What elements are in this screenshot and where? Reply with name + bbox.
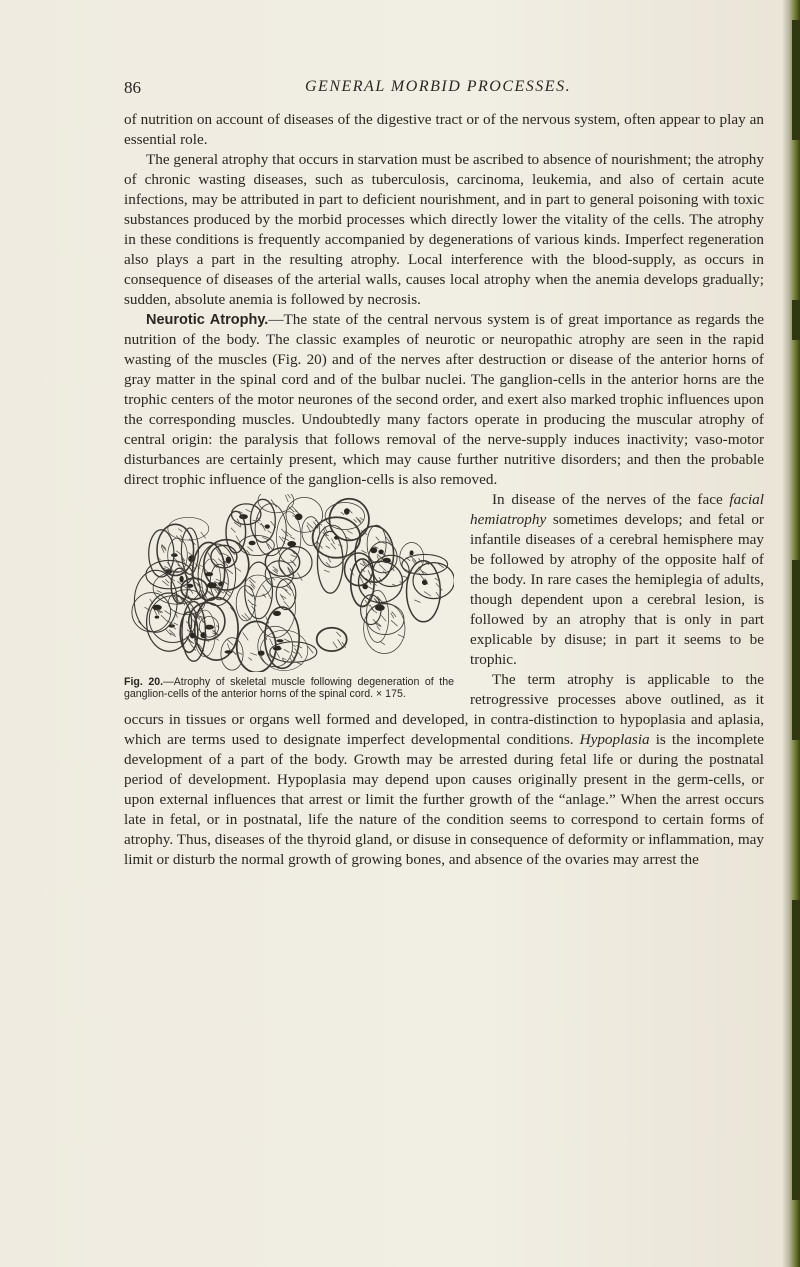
hatch-stroke — [167, 562, 171, 568]
hatch-stroke — [231, 528, 236, 533]
hatch-stroke — [308, 646, 314, 653]
hatch-stroke — [238, 652, 243, 654]
muscle-fibre — [245, 575, 272, 596]
figure-20 — [124, 494, 454, 700]
hatch-stroke — [227, 569, 233, 574]
nucleus — [277, 639, 284, 642]
hatch-stroke — [333, 642, 338, 649]
hatch-stroke — [376, 537, 379, 541]
paragraph: In disease of the nerves of the face facial hemiatrophy sometimes develops; and fetal or infantile diseases of a cerebral hemisphere may be followed by atrophy of the opposite half of the body. In rare cases the hemiplegia of adults, though dependent upon a cerebral lesion, is followed by an atrophy that is only in part explicable by disuse; in part it seems to be trophic. — [470, 491, 764, 668]
hatch-stroke — [236, 568, 241, 572]
hatch-stroke — [326, 546, 330, 548]
hatch-stroke — [236, 536, 240, 543]
figure-label: Fig. 20. — [124, 676, 164, 688]
muscle-fibre — [355, 526, 394, 582]
body-text — [124, 110, 764, 870]
hatch-stroke — [290, 537, 295, 540]
term-facial-hemiatrophy: facial hemiatrophy — [470, 491, 764, 528]
hatch-stroke — [347, 531, 352, 534]
muscle-fibre — [276, 579, 296, 610]
hatch-stroke — [227, 640, 233, 645]
hatch-stroke — [279, 536, 285, 544]
nucleus — [180, 576, 184, 583]
hatch-stroke — [268, 531, 272, 534]
hatch-stroke — [164, 611, 171, 615]
muscle-fibre — [195, 598, 238, 661]
nucleus — [155, 616, 160, 619]
nucleus — [226, 556, 231, 563]
hatch-stroke — [391, 620, 398, 626]
hatch-stroke — [273, 570, 278, 574]
muscle-fibre — [367, 525, 386, 563]
hatch-stroke — [248, 658, 252, 661]
nucleus — [410, 550, 414, 555]
hatch-stroke — [216, 579, 223, 582]
muscle-fibre — [182, 602, 205, 662]
hatch-stroke — [332, 538, 335, 544]
nucleus — [344, 508, 350, 514]
hatch-stroke — [324, 570, 330, 572]
hatch-stroke — [267, 591, 271, 599]
hatch-stroke — [338, 639, 343, 646]
hatch-stroke — [414, 600, 420, 603]
muscle-fibre — [132, 593, 171, 632]
muscle-fibre — [359, 561, 403, 602]
muscle-fibre — [221, 638, 243, 670]
hatch-stroke — [263, 585, 268, 592]
hatch-stroke — [398, 635, 405, 638]
hatch-stroke — [276, 651, 280, 658]
hatch-stroke — [298, 652, 302, 658]
hatch-stroke — [380, 641, 385, 645]
muscle-fibre — [258, 494, 294, 513]
hatch-stroke — [377, 626, 380, 630]
hatch-stroke — [282, 588, 288, 591]
hatch-stroke — [341, 512, 345, 515]
nucleus — [378, 550, 383, 555]
hatch-stroke — [286, 494, 290, 498]
muscle-fibre — [171, 568, 187, 603]
paragraph: The general atrophy that occurs in starvation must be ascribed to absence of nourishment; the atrophy of chronic wasting diseases, such as tuberculosis, carcinoma, leukemia, and also of certain acute infections, may be attributed in part to deficient nourishment, and in part to general poisoning with toxic substances produced by the morbid processes which directly lower the vitality of the cells. The atrophy in these conditions is frequently accompanied by degenerations of various kinds. Imperfect regeneration also plays a part in the resulting atrophy. Local interference with the blood-supply, as occurs in consequence of diseases of the arterial walls, causes local atrophy when the anemia develops gradually; sudden, absolute anemia is followed by necrosis. — [124, 151, 764, 308]
nucleus — [225, 650, 233, 653]
muscle-fibre — [407, 561, 441, 622]
paragraph: of nutrition on account of diseases of the digestive tract or of the nervous system, often appear to play an essential role. — [124, 111, 764, 148]
hatch-stroke — [165, 629, 171, 636]
hatch-stroke — [138, 621, 144, 627]
paragraph: The term atrophy is applicable to the retrogressive processes above outlined, as it occurs in tissues or organs well formed and developed, in contra-distinction to hypoplasia and aplasia, which are terms used to designate imperfect developmental conditions. Hypoplasia is the incomplete development of a part of the body. Growth may be arrested during fetal life or during the postnatal period of development. Hypoplasia may depend upon causes originally present in the germ-cells, or upon external influences that arrest or limit the further growth of the “anlage.” When the arrest occurs late in fetal, or in postnatal, life the nature of the condition seems to correspond to certain forms of atrophy. Thus, diseases of the thyroid gland, or disuse in consequence of deformity or inflammation, may limit or disturb the normal growth of growing bones, and absence of the ovaries may arrest the — [124, 671, 764, 868]
hatch-stroke — [360, 518, 363, 521]
hatch-stroke — [165, 579, 169, 583]
hatch-stroke — [331, 543, 336, 549]
hatch-stroke — [381, 615, 386, 621]
nucleus — [370, 547, 377, 553]
muscle-fibre — [317, 628, 347, 651]
muscle-fibre — [237, 621, 276, 672]
hatch-stroke — [178, 529, 182, 532]
muscle-fibre — [149, 530, 174, 577]
hatch-stroke — [161, 615, 168, 622]
hatch-stroke — [157, 590, 162, 592]
hatch-stroke — [285, 495, 288, 502]
nucleus — [249, 541, 256, 546]
nucleus — [190, 633, 195, 639]
hatch-stroke — [250, 653, 257, 656]
hatch-stroke — [248, 600, 253, 605]
hatch-stroke — [424, 592, 431, 596]
hatch-stroke — [379, 564, 386, 571]
hatch-stroke — [243, 633, 249, 641]
hatch-stroke — [174, 623, 179, 626]
muscle-fibre — [367, 604, 404, 635]
page-number: 86 — [124, 78, 141, 97]
term-hypoplasia: Hypoplasia — [579, 731, 650, 748]
page-edge — [782, 0, 800, 1267]
hatch-stroke — [285, 590, 291, 596]
nucleus — [207, 582, 217, 588]
figure-caption-text: —Atrophy of skeletal muscle following degeneration of the ganglion-cells of the anterior horns of the spinal cord. × 175. — [124, 676, 454, 700]
hatch-stroke — [249, 577, 255, 583]
muscle-fibre — [134, 570, 177, 632]
muscle-micrograph — [124, 494, 454, 672]
hatch-stroke — [284, 649, 290, 652]
hatch-stroke — [354, 519, 357, 522]
nucleus — [205, 572, 213, 576]
muscle-fibre — [317, 531, 343, 593]
paragraph-text: —The state of the central nervous system is of great importance as regards the nutrition of the body. The classic examples of neurotic or neuropathic atrophy are seen in the rapid wasting of the muscles (Fig. 20) and of the nerves after destruction or disease of the anterior horns of gray matter in the spinal cord and of the bulbar nuclei. The ganglion-cells in the anterior horns are the trophic centers of the motor neurones of the second order, and exert also marked trophic influences upon the corresponding muscles. Undoubtedly many factors operate in producing the muscular atrophy of central origin: the paralysis that follows removal of the nerve-supply induces inactivity; vaso-motor disturbances are certainly present, which may cause further nutritive disorders; and then the probable direct trophic influence of the ganglion-cells is also removed. — [124, 311, 764, 488]
nucleus — [273, 647, 282, 651]
hatch-stroke — [247, 547, 253, 552]
nucleus — [287, 541, 296, 547]
running-head: GENERAL MORBID PROCESSES. — [305, 78, 572, 95]
section-heading: Neurotic Atrophy. — [146, 312, 269, 328]
hatch-stroke — [245, 613, 251, 620]
muscle-fibre — [157, 524, 194, 575]
hatch-stroke — [291, 555, 298, 558]
nucleus — [265, 524, 270, 528]
muscle-fibre — [279, 547, 312, 579]
muscle-fibre — [286, 497, 323, 532]
nucleus — [334, 536, 339, 540]
hatch-stroke — [246, 509, 251, 512]
paragraph — [124, 310, 764, 490]
hatch-stroke — [270, 639, 273, 646]
hatch-stroke — [227, 643, 230, 651]
hatch-stroke — [161, 546, 164, 553]
hatch-stroke — [336, 632, 341, 637]
nucleus — [273, 611, 281, 616]
figure-caption — [124, 676, 454, 700]
